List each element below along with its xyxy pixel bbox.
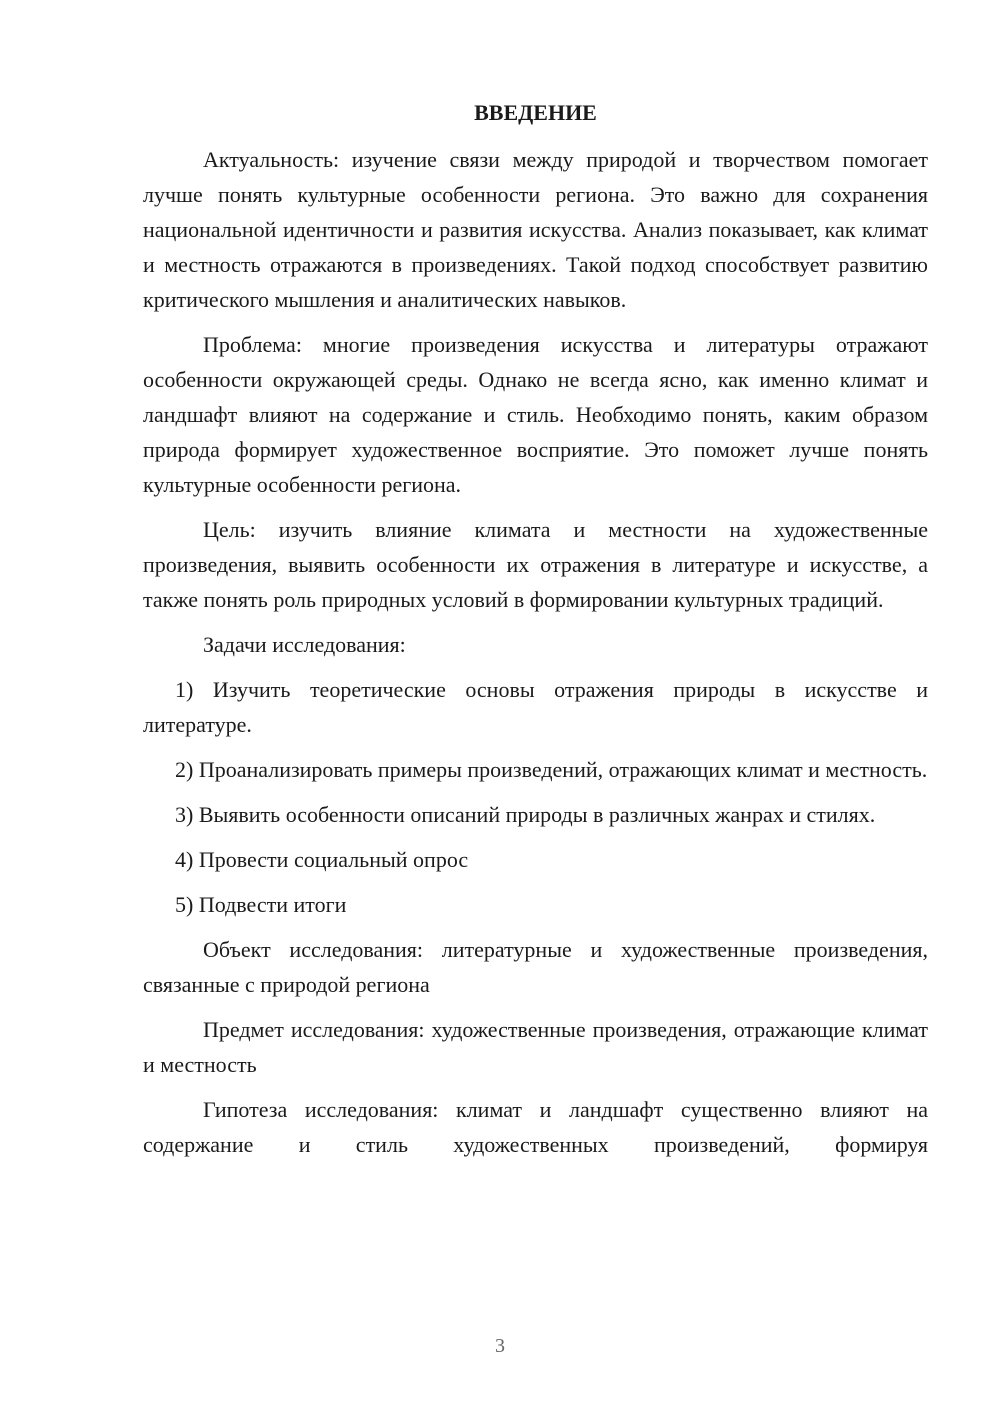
problem-paragraph: Проблема: многие произведения искусства и литературы отражают особенности окружающей среды. Однако не всегда ясно, как именно климат и ландшафт влияют на содержание и стиль. Необходимо понять, каким образом природа формирует художественное восприятие. Это поможет лучше понять культурные особенности региона. xyxy=(143,332,928,497)
task-item-3: 3) Выявить особенности описаний природы в различных жанрах и стилях. xyxy=(175,802,876,827)
page-number: 3 xyxy=(495,1335,505,1357)
subject-paragraph: Предмет исследования: художественные произведения, отражающие климат и местность xyxy=(143,1017,928,1077)
hypothesis-paragraph: Гипотеза исследования: климат и ландшафт существенно влияют на содержание и стиль художественных произведений, формируя xyxy=(143,1097,928,1157)
task-item-5: 5) Подвести итоги xyxy=(175,892,347,917)
tasks-heading: Задачи исследования: xyxy=(203,632,406,657)
goal-paragraph: Цель: изучить влияние климата и местности на художественные произведения, выявить особенности их отражения в литературе и искусстве, а также понять роль природных условий в формировании культурных традиций. xyxy=(143,517,928,612)
document-page xyxy=(143,95,928,1172)
object-paragraph: Объект исследования: литературные и художественные произведения, связанные с природой региона xyxy=(143,937,928,997)
section-title: ВВЕДЕНИЕ xyxy=(474,100,597,125)
task-item-4: 4) Провести социальный опрос xyxy=(175,847,469,872)
task-item-1: 1) Изучить теоретические основы отражения природы в искусстве и литературе. xyxy=(143,677,928,737)
relevance-paragraph: Актуальность: изучение связи между природой и творчеством помогает лучше понять культурные особенности региона. Это важно для сохранения национальной идентичности и развития искусства. Анализ показывает, как климат и местность отражаются в произведениях. Такой подход способствует развитию критического мышления и аналитических навыков. xyxy=(143,147,928,312)
task-item-2: 2) Проанализировать примеры произведений, отражающих климат и местность. xyxy=(175,757,928,782)
